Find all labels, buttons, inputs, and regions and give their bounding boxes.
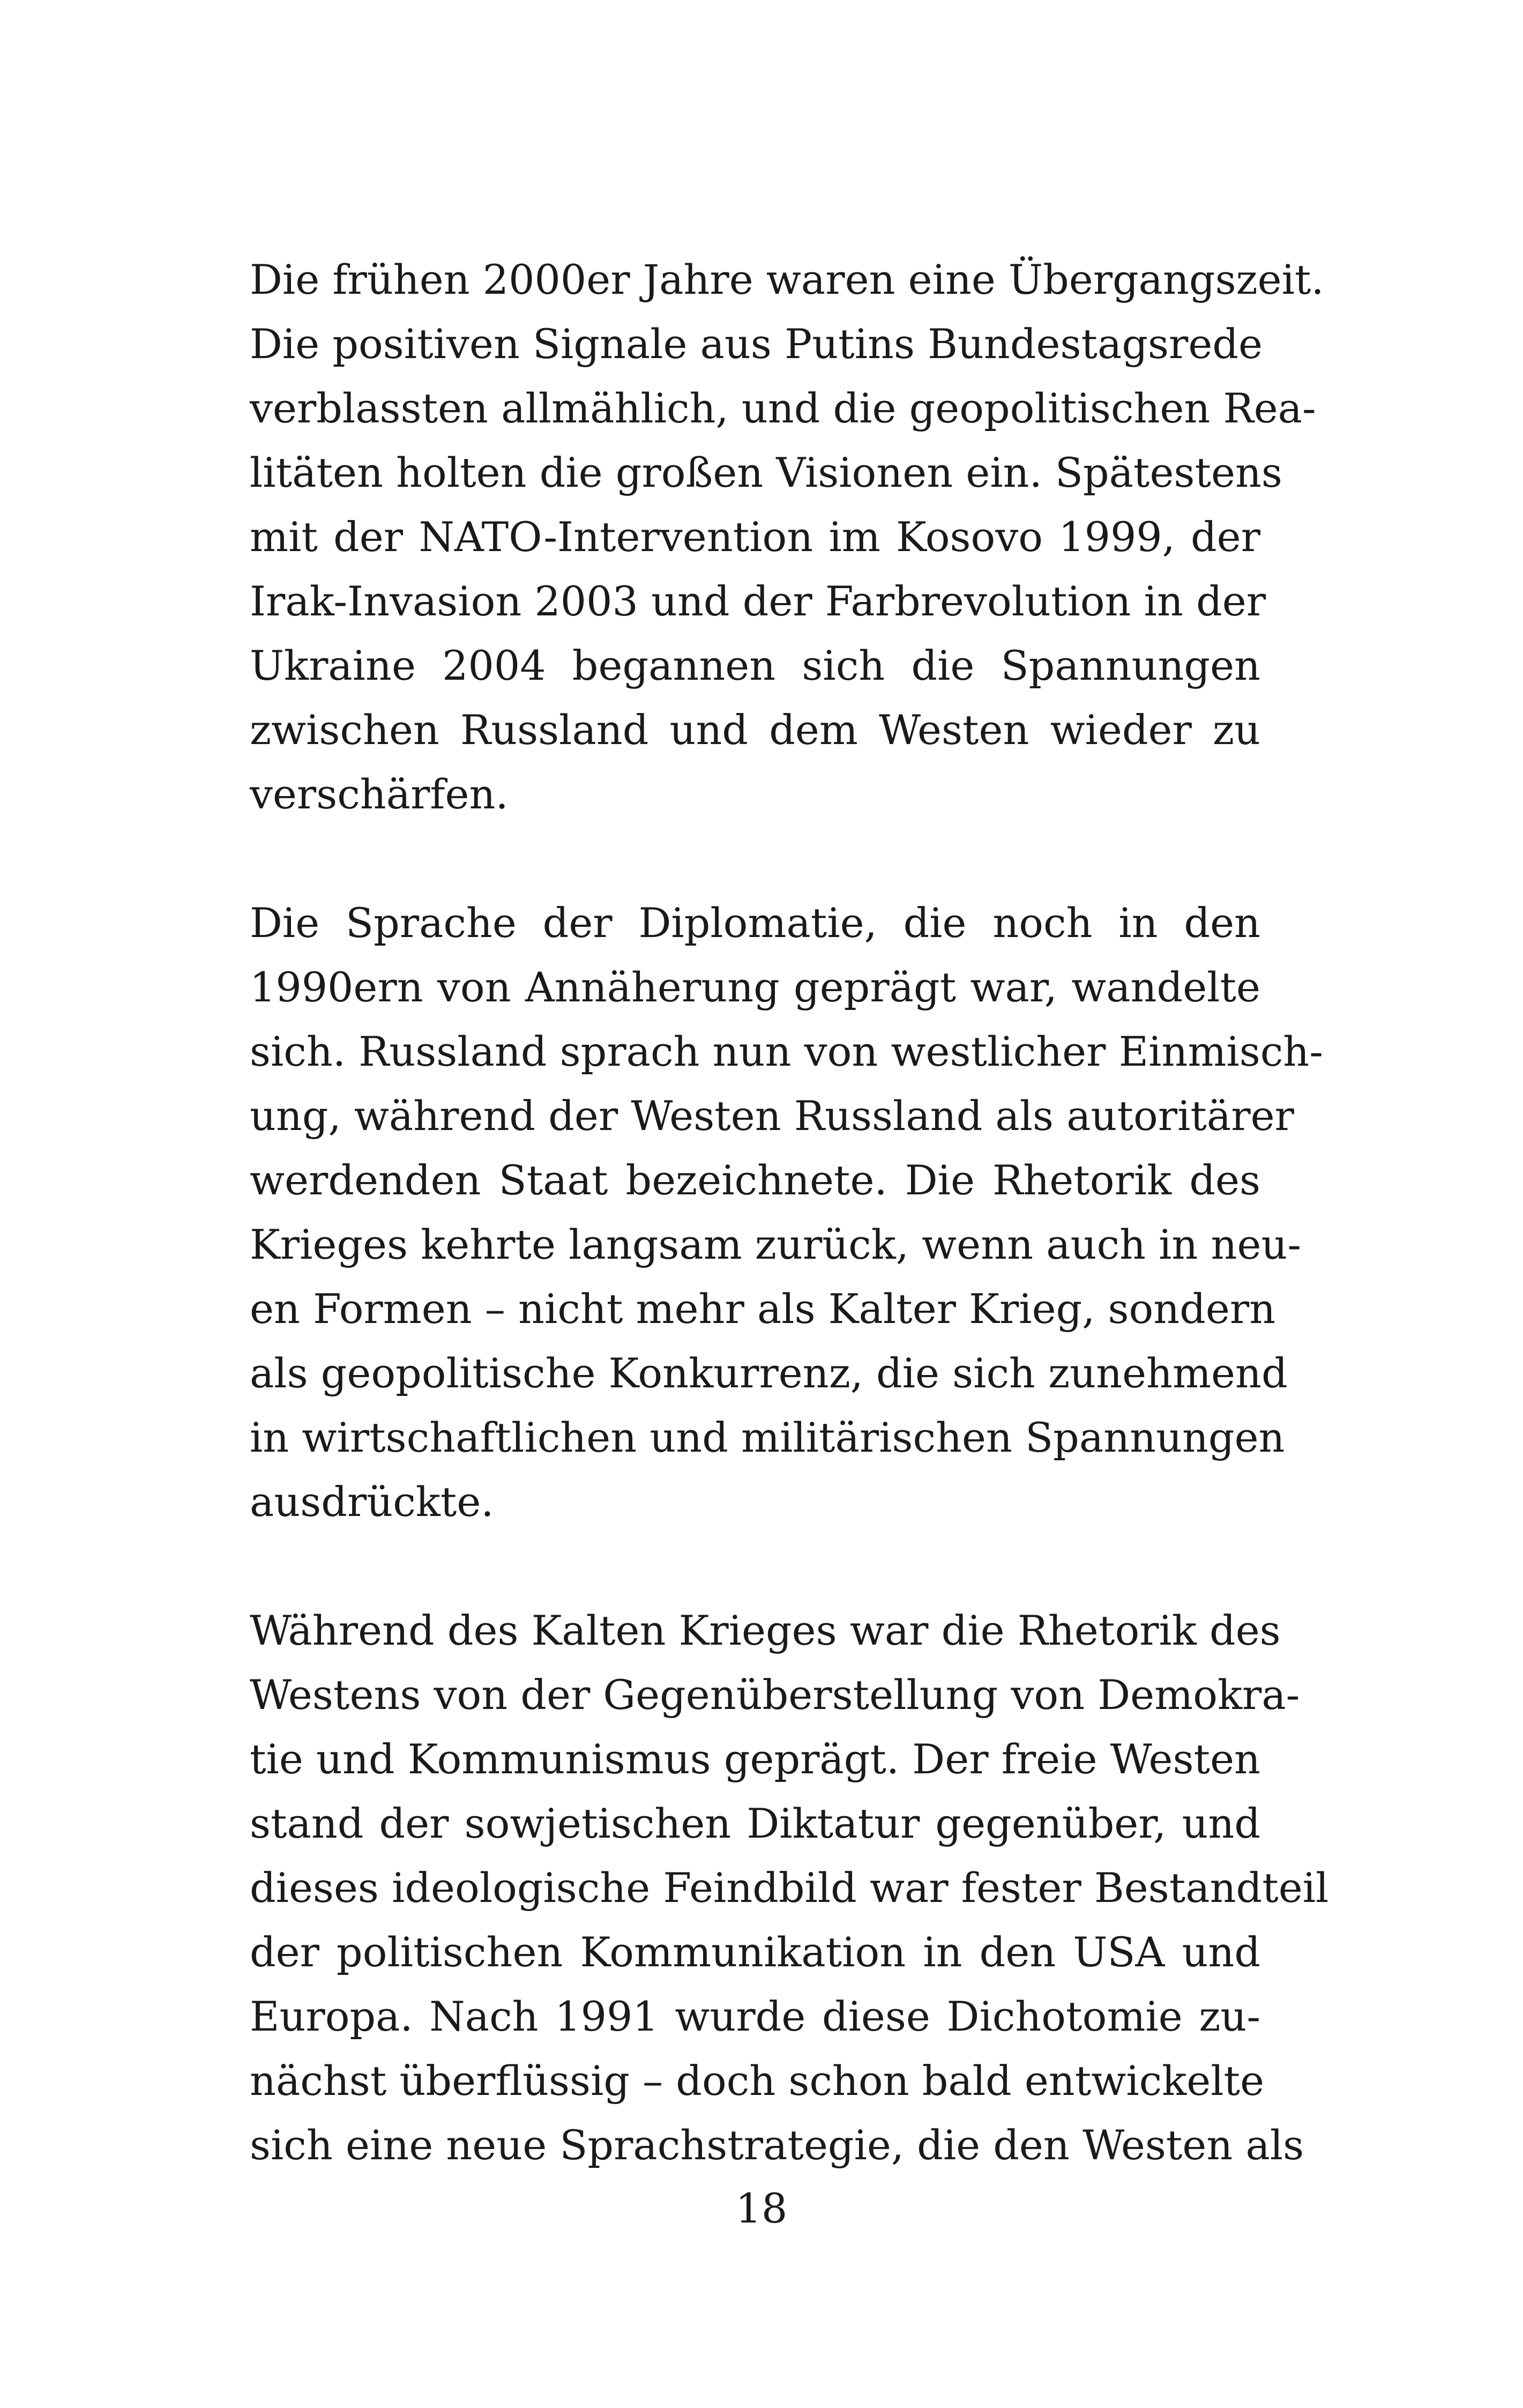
text-line: werdenden Staat bezeichnete. Die Rhetorik des [250,1156,1260,1204]
text-line: Europa. Nach 1991 wurde diese Dichotomie zu- [250,1993,1260,2040]
text-line: nächst überflüssig – doch schon bald entwickelte [250,2057,1265,2105]
text-line: litäten holten die großen Visionen ein. Spätestens [250,449,1282,496]
text-line: Die frühen 2000er Jahre waren eine Übergangszeit. [250,256,1324,303]
text-line: verschärfen. [250,770,509,818]
text-line: 1990ern von Annäherung geprägt war, wandelte [250,963,1260,1011]
text-line: ung, während der Westen Russland als autoritärer [250,1092,1294,1140]
text-line: stand der sowjetischen Diktatur gegenüber, und [250,1800,1260,1847]
paragraph-2 [250,891,1323,1534]
text-line: ausdrückte. [250,1478,494,1526]
text-line: Die positiven Signale aus Putins Bundestagsrede [250,320,1263,368]
text-line: dieses ideologische Feindbild war fester Bestandteil [250,1864,1329,1912]
text-line: verblassten allmählich, und die geopolitischen Rea- [250,384,1316,432]
paragraph-3 [250,1599,1329,2177]
text-line: Ukraine 2004 begannen sich die Spannungen [250,642,1260,689]
body-text [250,248,1329,2177]
text-line: der politischen Kommunikation in den USA und [250,1928,1260,1976]
paragraph-1 [250,248,1324,827]
text-line: en Formen – nicht mehr als Kalter Krieg, sondern [250,1285,1276,1333]
text-line: in wirtschaftlichen und militärischen Spannungen [250,1414,1285,1461]
text-line: Während des Kalten Krieges war die Rhetorik des [250,1607,1281,1654]
text-line: Die Sprache der Diplomatie, die noch in den [250,899,1260,947]
text-line: sich eine neue Sprachstrategie, die den Westen als [250,2121,1304,2169]
text-line: tie und Kommunismus geprägt. Der freie Westen [250,1735,1260,1783]
text-line: als geopolitische Konkurrenz, die sich zunehmend [250,1349,1288,1397]
text-line: mit der NATO-Intervention im Kosovo 1999, der [250,513,1260,561]
text-line: zwischen Russland und dem Westen wieder zu [250,706,1260,754]
page-number: 18 [735,2184,788,2232]
text-line: Westens von der Gegenüberstellung von Demokra- [250,1671,1300,1719]
text-line: Irak-Invasion 2003 und der Farbrevolution in der [250,577,1266,625]
text-line: Krieges kehrte langsam zurück, wenn auch in neu- [250,1221,1302,1268]
text-line: sich. Russland sprach nun von westlicher Einmisch- [250,1028,1323,1075]
